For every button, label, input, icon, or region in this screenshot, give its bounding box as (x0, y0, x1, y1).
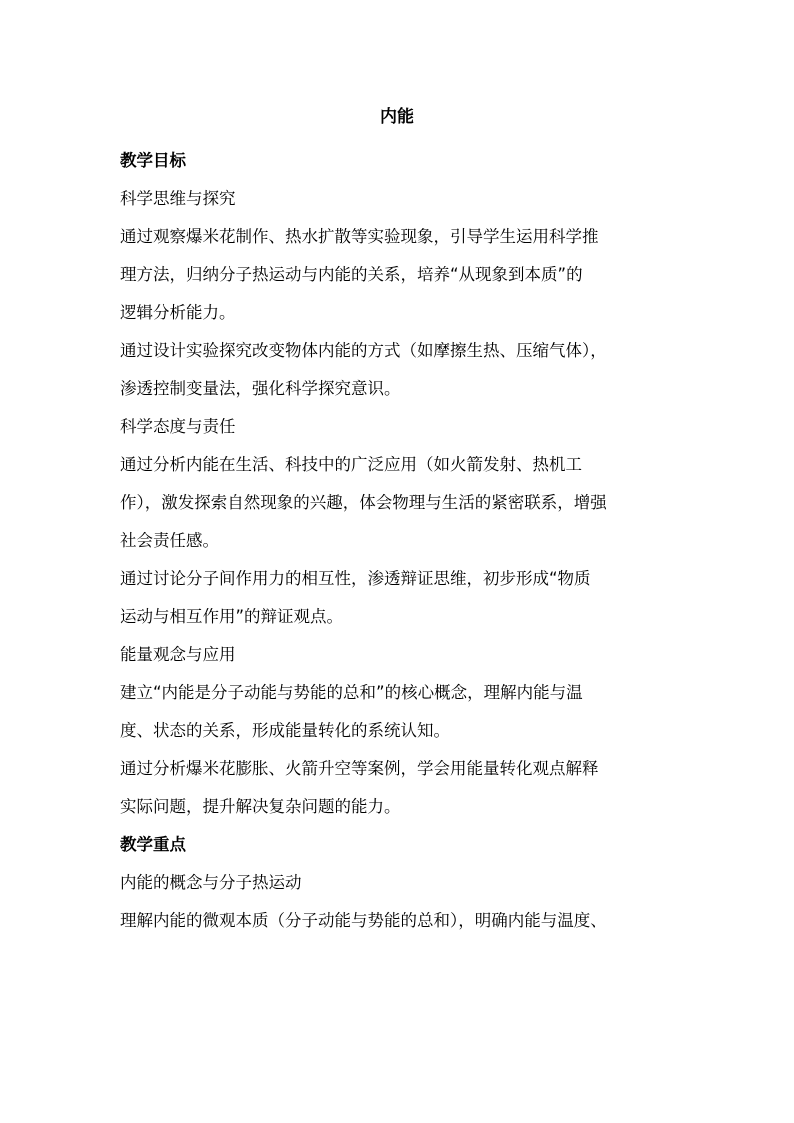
text-line: 作），激发探索自然现象的兴趣，体会物理与生活的紧密联系，增强 (120, 493, 607, 512)
text-line: 逻辑分析能力。 (120, 303, 236, 322)
text-line: 科学思维与探究 (120, 189, 236, 208)
text-line: 能量观念与应用 (120, 645, 236, 664)
text-line: 通过分析内能在生活、科技中的广泛应用（如火箭发射、热机工 (120, 455, 582, 474)
document-body (120, 142, 680, 940)
text-line: 理方法，归纳分子热运动与内能的关系，培养“从现象到本质”的 (120, 265, 583, 284)
text-line: 通过观察爆米花制作、热水扩散等实验现象，引导学生运用科学推 (120, 227, 599, 246)
text-line: 内能的概念与分子热运动 (120, 873, 302, 892)
text-line: 建立“内能是分子动能与势能的总和”的核心概念，理解内能与温 (120, 683, 583, 702)
text-line: 通过设计实验探究改变物体内能的方式（如摩擦生热、压缩气体）， (120, 341, 607, 360)
text-line: 通过分析爆米花膨胀、火箭升空等案例，学会用能量转化观点解释 (120, 759, 599, 778)
text-line: 渗透控制变量法，强化科学探究意识。 (120, 379, 401, 398)
text-line: 社会责任感。 (120, 531, 219, 550)
text-line: 度、状态的关系，形成能量转化的系统认知。 (120, 721, 450, 740)
section-heading: 教学目标 (120, 151, 186, 170)
text-line: 实际问题，提升解决复杂问题的能力。 (120, 797, 401, 816)
text-line: 通过讨论分子间作用力的相互性，渗透辩证思维，初步形成“物质 (120, 569, 591, 588)
document-title: 内能 (380, 107, 414, 127)
text-line: 科学态度与责任 (120, 417, 236, 436)
section-heading: 教学重点 (120, 835, 186, 854)
text-line: 运动与相互作用”的辩证观点。 (120, 607, 344, 626)
text-line: 理解内能的微观本质（分子动能与势能的总和），明确内能与温度、 (120, 911, 607, 930)
